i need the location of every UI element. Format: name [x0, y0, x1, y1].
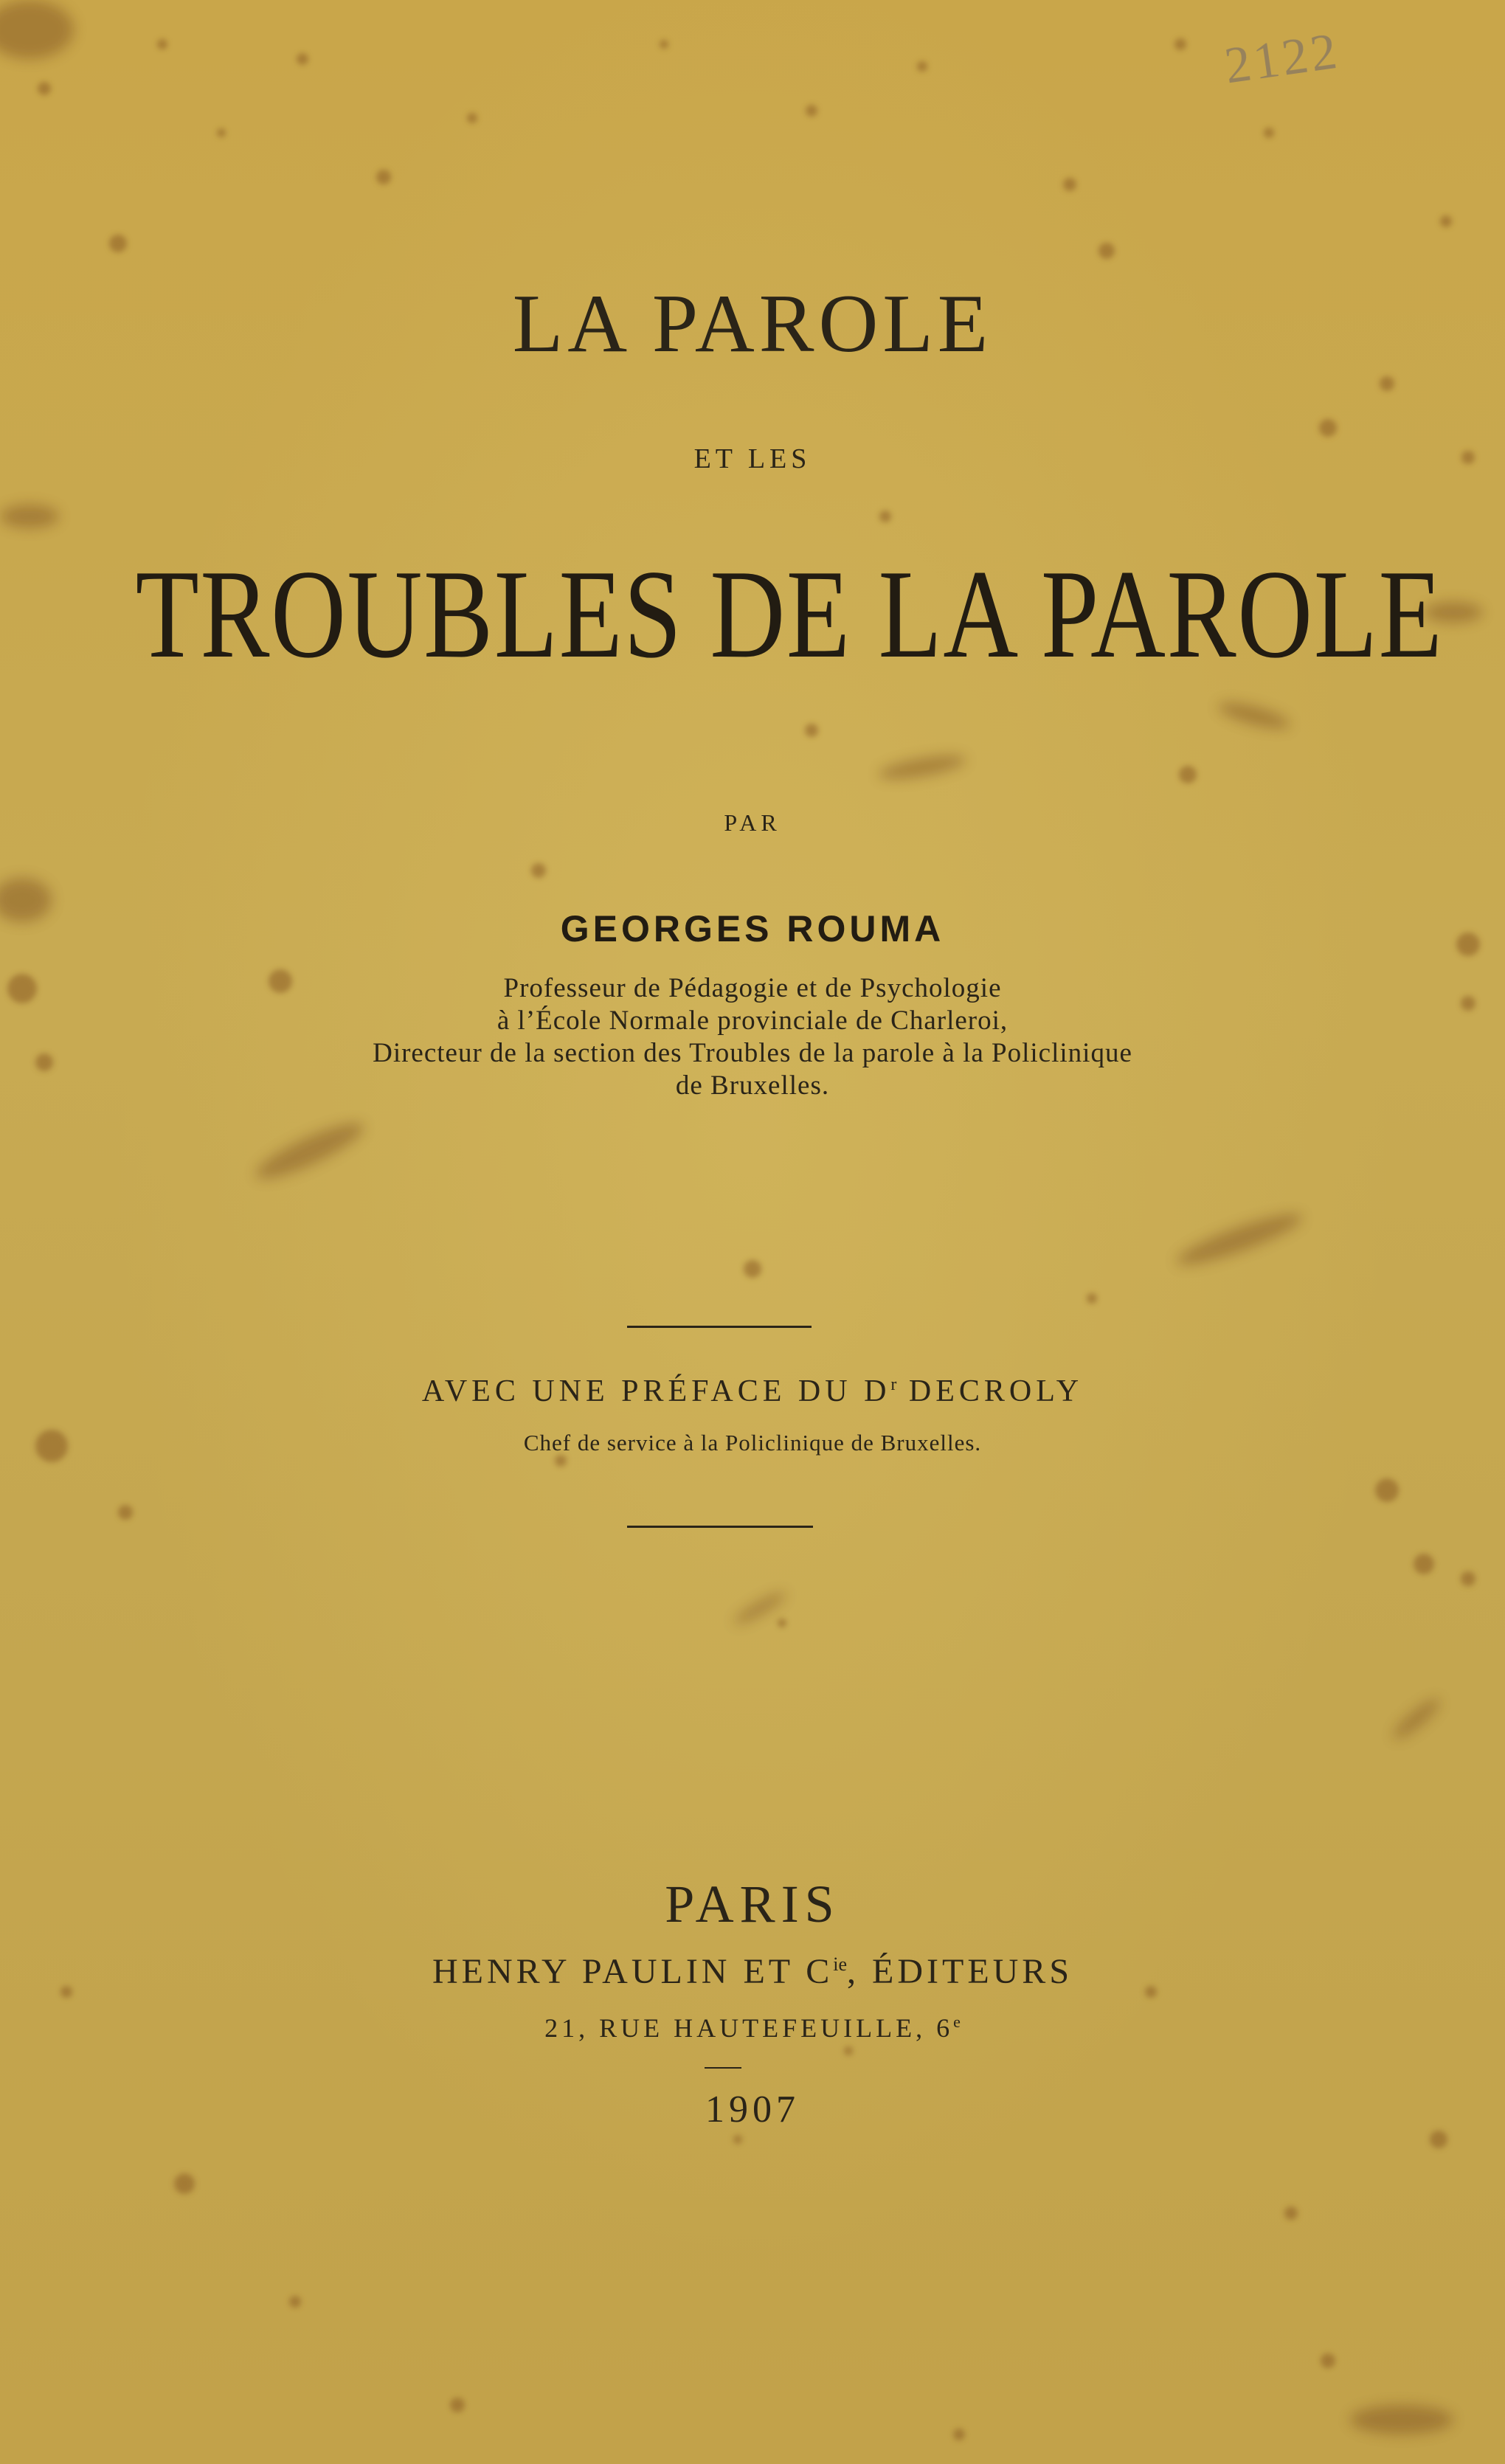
- preface-name: DECROLY: [896, 1374, 1084, 1408]
- author-affiliation-line: de Bruxelles.: [675, 1070, 830, 1101]
- divider-rule: [627, 1326, 812, 1328]
- address-sup: e: [953, 2013, 961, 2031]
- title-line-la-parole: LA PAROLE: [512, 278, 993, 370]
- preface-credit: [0, 1374, 1505, 1409]
- divider-rule: [627, 1526, 813, 1528]
- preface-subtitle: Chef de service à la Policlinique de Bruxelles.: [523, 1430, 982, 1456]
- imprint-address: [0, 2013, 1505, 2043]
- publisher-tail: , ÉDITEURS: [847, 1952, 1073, 1991]
- publisher-lead: HENRY PAULIN ET C: [432, 1952, 834, 1991]
- author-affiliation-line: Directeur de la section des Troubles de la parole à la Policlinique: [373, 1038, 1132, 1068]
- preface-lead: AVEC UNE PRÉFACE DU D: [421, 1374, 891, 1408]
- publisher-sup: ie: [833, 1953, 848, 1975]
- imprint-year: 1907: [705, 2088, 800, 2131]
- address-lead: 21, RUE HAUTEFEUILLE, 6: [544, 2013, 954, 2043]
- title-line-troubles: TROUBLES DE LA PAROLE: [135, 544, 1444, 685]
- author-affiliation-line: Professeur de Pédagogie et de Psychologie: [503, 973, 1002, 1003]
- imprint-city: PARIS: [665, 1875, 840, 1934]
- divider-rule-short: [705, 2067, 741, 2069]
- pencil-shelf-number: 2122: [1221, 22, 1343, 95]
- author-name: GEORGES ROUMA: [560, 908, 945, 949]
- author-affiliation-line: à l’École Normale provinciale de Charleroi,: [497, 1006, 1008, 1036]
- title-line-et-les: ET LES: [693, 443, 812, 474]
- preface-sup: r: [890, 1375, 897, 1394]
- imprint-publisher: [0, 1951, 1505, 1992]
- byline-par: PAR: [724, 809, 781, 836]
